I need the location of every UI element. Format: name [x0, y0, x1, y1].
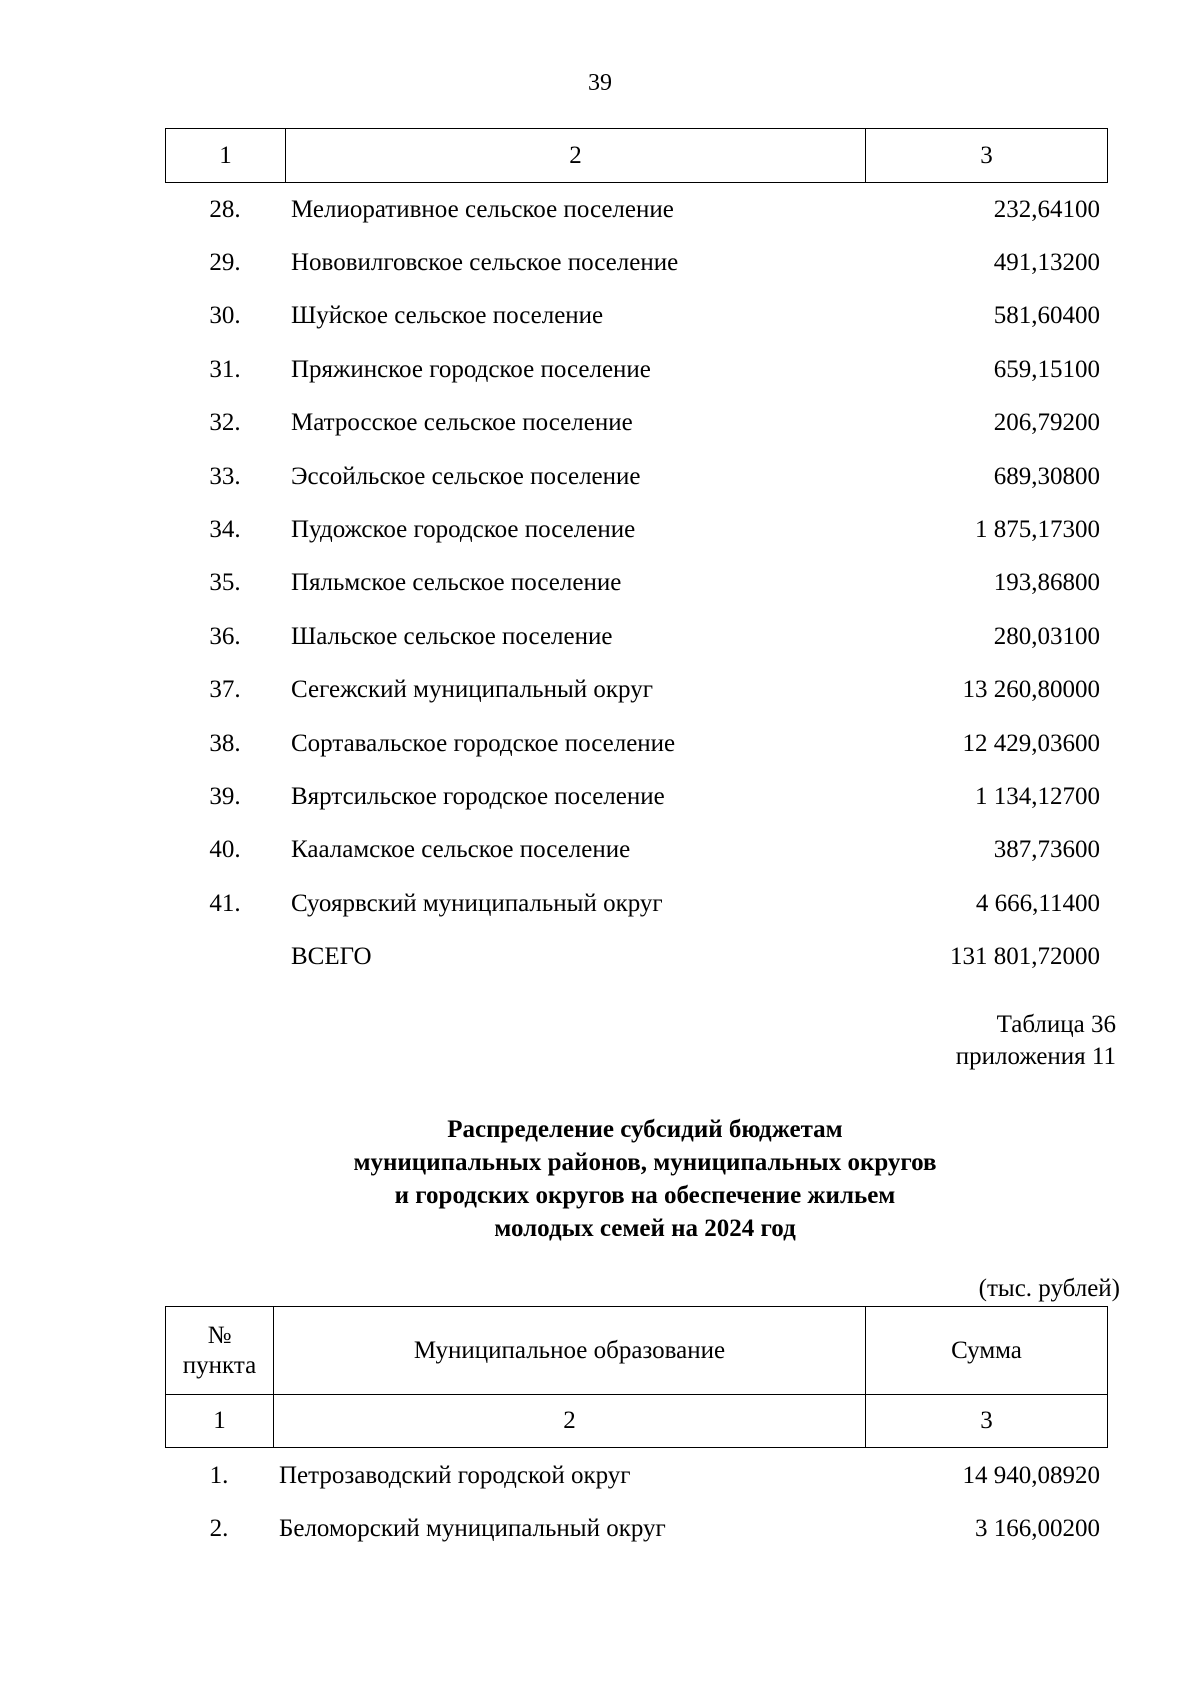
unit-label: (тыс. рублей): [978, 1275, 1120, 1302]
total-amount: 131 801,72000: [950, 943, 1100, 971]
amount: 1 875,17300: [975, 516, 1100, 544]
row-number: 39.: [209, 782, 241, 810]
municipality-name: Сегежский муниципальный округ: [291, 676, 653, 704]
section-title: [0, 1113, 1200, 1245]
index-col1: 1: [166, 1395, 274, 1448]
amount: 14 940,08920: [962, 1461, 1100, 1489]
table1-header: [165, 128, 1108, 183]
amount: 193,86800: [993, 569, 1100, 597]
table-row: [165, 1449, 1107, 1502]
municipality-name: Беломорский муниципальный округ: [279, 1515, 666, 1543]
appendix-number: приложения 11: [955, 1043, 1116, 1070]
municipality-name: Вяртсильское городское поселение: [291, 782, 665, 810]
row-number: 1.: [209, 1461, 229, 1489]
index-col3: 3: [866, 1395, 1108, 1448]
row-number: 41.: [209, 889, 241, 917]
column-header-number: [166, 1307, 274, 1395]
row-number: 36.: [209, 622, 241, 650]
table-row: [165, 877, 1107, 930]
amount: 491,13200: [993, 249, 1100, 277]
municipality-name: Матросское сельское поселение: [291, 409, 633, 437]
row-number: 33.: [209, 462, 241, 490]
municipality-name: Сортавальское городское поселение: [291, 729, 676, 757]
table-row: [165, 770, 1107, 823]
row-number: 34.: [209, 516, 241, 544]
table-row: [165, 824, 1107, 877]
amount: 13 260,80000: [962, 676, 1100, 704]
table-row: [165, 664, 1107, 717]
title-line: муниципальных районов, муниципальных округов: [353, 1149, 937, 1176]
title-line: Распределение субсидий бюджетам: [447, 1116, 843, 1143]
table1-body: [165, 183, 1107, 984]
table-row: [165, 557, 1107, 610]
row-number: 30.: [209, 302, 241, 330]
amount: 3 166,00200: [975, 1515, 1100, 1543]
municipality-name: Шальское сельское поселение: [291, 622, 613, 650]
table-row: [165, 717, 1107, 770]
amount: 581,60400: [993, 302, 1100, 330]
table-row: [165, 183, 1107, 236]
table-row: [165, 290, 1107, 343]
total-row: [165, 930, 1107, 983]
row-number: 35.: [209, 569, 241, 597]
amount: 232,64100: [993, 195, 1100, 223]
table-row: [165, 397, 1107, 450]
table2-body: [165, 1449, 1107, 1556]
table-row: [165, 1502, 1107, 1555]
column-header-sum: Сумма: [866, 1307, 1108, 1395]
row-number: 32.: [209, 409, 241, 437]
amount: 206,79200: [993, 409, 1100, 437]
table-row: [165, 610, 1107, 663]
table1-header-col3: 3: [866, 129, 1108, 183]
municipality-name: Кааламское сельское поселение: [291, 836, 631, 864]
amount: 12 429,03600: [962, 729, 1100, 757]
row-number: 29.: [209, 249, 241, 277]
table-row: [165, 236, 1107, 289]
number-sign: №: [207, 1321, 232, 1349]
row-number: 38.: [209, 729, 241, 757]
amount: 280,03100: [993, 622, 1100, 650]
table1-header-col2: 2: [286, 129, 866, 183]
amount: 689,30800: [993, 462, 1100, 490]
municipality-name: Эссойльское сельское поселение: [291, 462, 641, 490]
title-line: молодых семей на 2024 год: [494, 1215, 796, 1242]
municipality-name: Нововилговское сельское поселение: [291, 249, 679, 277]
amount: 659,15100: [993, 355, 1100, 383]
table-row: [165, 503, 1107, 556]
municipality-name: Шуйское сельское поселение: [291, 302, 604, 330]
municipality-name: Суоярвский муниципальный округ: [291, 889, 663, 917]
page-number: 39: [588, 70, 612, 96]
total-label: ВСЕГО: [291, 943, 372, 971]
table-row: [165, 343, 1107, 396]
column-header-municipality: Муниципальное образование: [274, 1307, 866, 1395]
index-col2: 2: [274, 1395, 866, 1448]
municipality-name: Пудожское городское поселение: [291, 516, 636, 544]
amount: 387,73600: [993, 836, 1100, 864]
row-number: 31.: [209, 355, 241, 383]
row-number: 2.: [209, 1515, 229, 1543]
table2-header: [165, 1306, 1108, 1448]
amount: 1 134,12700: [975, 782, 1100, 810]
table-row: [165, 450, 1107, 503]
row-number: 37.: [209, 676, 241, 704]
municipality-name: Пряжинское городское поселение: [291, 355, 651, 383]
number-label: пункта: [182, 1351, 257, 1379]
table1-header-col1: 1: [166, 129, 286, 183]
row-number: 40.: [209, 836, 241, 864]
municipality-name: Петрозаводский городской округ: [279, 1461, 631, 1489]
table-number: Таблица 36: [996, 1011, 1116, 1038]
amount: 4 666,11400: [975, 889, 1100, 917]
title-line: и городских округов на обеспечение жильем: [394, 1182, 896, 1209]
municipality-name: Мелиоративное сельское поселение: [291, 195, 674, 223]
municipality-name: Пяльмское сельское поселение: [291, 569, 622, 597]
row-number: 28.: [209, 195, 241, 223]
table-caption: [800, 1009, 1116, 1073]
